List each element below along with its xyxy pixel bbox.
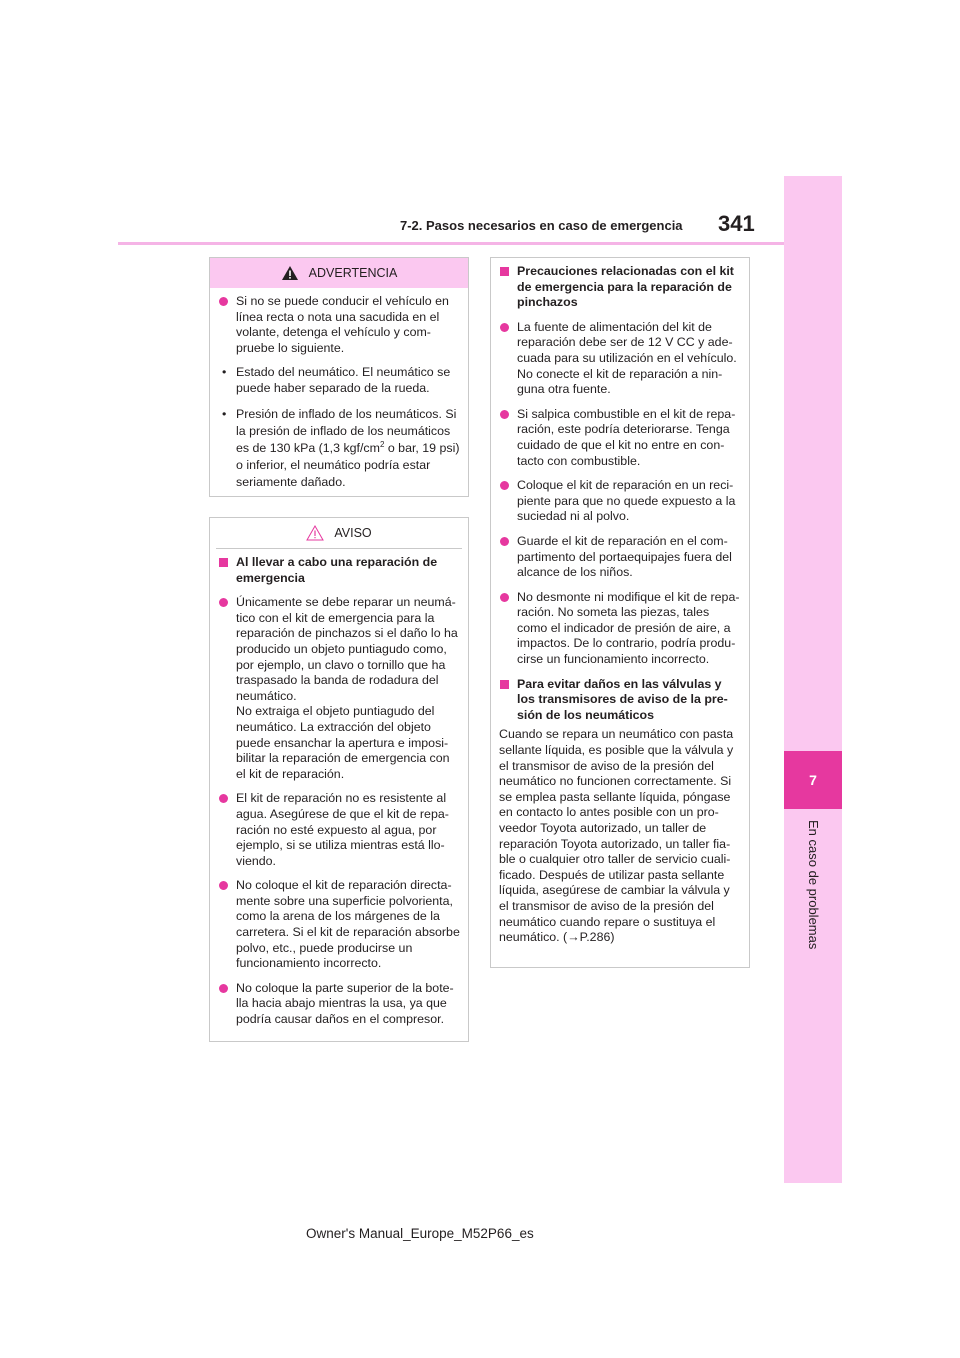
chapter-title-tab (784, 820, 842, 980)
list-item (499, 320, 741, 398)
chapter-side-strip (784, 176, 842, 1183)
header-rule (118, 242, 784, 245)
bullet-point-icon: • (222, 365, 227, 380)
right-item-2: Si salpica combustible en el kit de repa-ración, este podría deteriorarse. Tenga cuidado de que el kit no entre en con-tacto con combustible. (517, 406, 736, 468)
bullet-dot-icon (219, 794, 228, 803)
bullet-dot-icon (219, 598, 228, 607)
section-heading (499, 677, 741, 724)
caution-item-1b: No extraiga el objeto puntiagudo del neumático. La extracción del objeto puede ensanchar la apertura e imposi-bilitar la reparación de emergencia con el kit de reparación. (236, 704, 450, 781)
heading-square-icon (219, 558, 228, 567)
warning-bullet-2-pre: Presión de inflado de los neumáticos. Si la presión de inflado de los neumáticos es de 130 kPa (1,3 kgf/cm (236, 406, 457, 455)
bullet-point-icon: • (222, 406, 227, 421)
list-item (218, 878, 460, 972)
caution-item-4: No coloque la parte superior de la bote-lla hacia abajo mientras la usa, ya que podría causar daños en el compresor. (236, 980, 454, 1027)
list-item (218, 365, 460, 396)
warning-bullet-2-post: o bar, 19 psi) o inferior, el neumático podría estar seriamente dañado. (236, 440, 460, 489)
body-paragraph (499, 727, 741, 945)
bullet-dot-icon (500, 537, 509, 546)
warning-bullet-1: Estado del neumático. El neumático se puede haber separado de la rueda. (236, 365, 451, 395)
bullet-dot-icon (219, 881, 228, 890)
bullet-dot-icon (500, 410, 509, 419)
warning-box-header (210, 258, 468, 288)
section-heading (218, 555, 460, 586)
continued-caution-box (490, 257, 750, 968)
caution-label: AVISO (334, 526, 372, 540)
caution-box-header (216, 518, 462, 549)
warning-box (209, 257, 469, 497)
section-heading (499, 264, 741, 311)
warning-triangle-icon (281, 265, 299, 281)
list-item (218, 406, 460, 491)
caution-item-3: No coloque el kit de reparación directa-mente sobre una superficie polvorienta, como la arena de los márgenes de la carretera. Si el kit de reparación absorbe polvo, etc., puede producirse un funcionamiento incorrecto. (236, 878, 460, 971)
list-item (218, 595, 460, 782)
chapter-number-tab: 7 (784, 751, 842, 809)
right-heading-2: Para evitar daños en las válvulas y los transmisores de aviso de la pre-sión de los neumáticos (517, 676, 728, 722)
caution-item-2: El kit de reparación no es resistente al agua. Asegúrese de que el kit de repa-ración no esté expuesto al agua, por ejemplo, si se utiliza mientras está llo-viendo. (236, 791, 449, 868)
right-item-1: La fuente de alimentación del kit de reparación debe ser de 12 V CC y ade-cuada para su utilización en el vehículo. No conecte el kit de reparación a nin-guna otra fuente. (517, 319, 737, 397)
footer-manual-id: Owner's Manual_Europe_M52P66_es (306, 1226, 534, 1241)
caution-content (210, 549, 468, 1045)
bullet-dot-icon (219, 984, 228, 993)
list-item (218, 981, 460, 1028)
right-item-4: Guarde el kit de reparación en el com-partimento del portaequipajes fuera del alcance de los niños. (517, 533, 732, 580)
heading-square-icon (500, 680, 509, 689)
reference-arrow-icon: → (567, 930, 580, 945)
superscript: 2 (379, 439, 385, 449)
list-item (499, 590, 741, 668)
chapter-title: En caso de problemas (806, 820, 821, 950)
warning-content (210, 288, 468, 508)
bullet-dot-icon (500, 481, 509, 490)
list-item (218, 791, 460, 869)
bullet-dot-icon (219, 297, 228, 306)
caution-heading: Al llevar a cabo una reparación de emergencia (236, 555, 438, 585)
right-heading-1: Precauciones relacionadas con el kit de emergencia para la reparación de pinchazos (517, 264, 734, 310)
caution-item-1: Únicamente se debe reparar un neumá-tico con el kit de emergencia para la reparación de pinchazos si el daño lo ha producido un objeto puntiagudo como, por ejemplo, un clavo o tornillo que ha traspasado la banda de rodadura del neumático. (236, 595, 458, 703)
bullet-dot-icon (500, 593, 509, 602)
bullet-dot-icon (500, 323, 509, 332)
right-item-5: No desmonte ni modifique el kit de repa-ración. No someta las piezas, tales como el indicador de presión de aire, a impactos. De lo contrario, podría produ-cirse un funcionamiento incorrecto. (517, 589, 740, 667)
caution-box (209, 517, 469, 1042)
list-item (499, 407, 741, 469)
warning-intro: Si no se puede conducir el vehículo en línea recta o nota una sacudida en el volante, detenga el vehículo y com-pruebe lo siguiente. (236, 294, 449, 355)
page-reference-link[interactable]: P.286) (579, 930, 615, 945)
caution-triangle-icon (306, 525, 324, 541)
page-number: 341 (718, 211, 755, 236)
list-item (499, 534, 741, 581)
section-title: 7-2. Pasos necesarios en caso de emergencia (400, 218, 683, 233)
warning-label: ADVERTENCIA (308, 266, 398, 280)
list-item (499, 478, 741, 525)
heading-square-icon (500, 267, 509, 276)
right-content (491, 258, 749, 958)
right-item-3: Coloque el kit de reparación en un reci-piente para que no quede expuesto a la suciedad ni al polvo. (517, 478, 736, 524)
right-paragraph: Cuando se repara un neumático con pasta sellante líquida, es posible que la válvula y el transmisor de aviso de la presión del neumático no funcionen correctamente. Si se emplea pasta sellante líquida, póngase en contacto lo antes posible con un pro-veedor Toyota autorizado, un taller de reparación Toyota autorizado, un taller fia-ble o cualquier otro taller de servicio cuali-ficado. Después de utilizar pasta sellante líquida, asegúrese de cambiar la válvula y el transmisor de aviso de la presión del neumático cuando repare o sustituya el neumático. ( (499, 727, 734, 945)
list-item (218, 294, 460, 356)
